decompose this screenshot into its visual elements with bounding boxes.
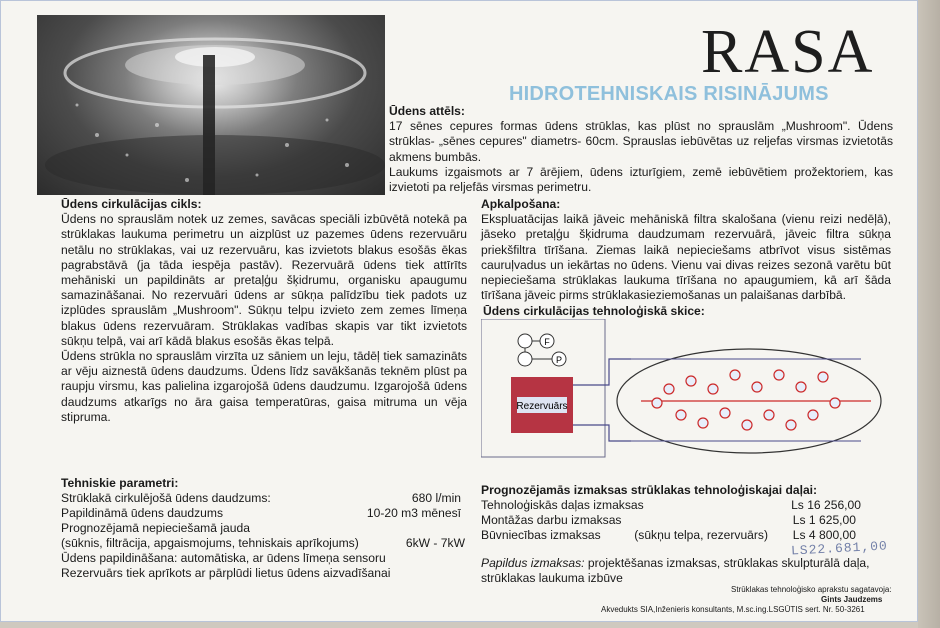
water-image-section: [389, 104, 893, 195]
nozzle-8: [818, 372, 828, 382]
cost-row-label: Montāžas darbu izmaksas: [481, 513, 622, 527]
maintenance-section: [481, 197, 891, 303]
extra-costs: [481, 556, 901, 586]
nozzle-5: [752, 382, 762, 392]
tech-row-value: 680 l/min: [411, 491, 461, 505]
tech-heading: Tehniskie parametri:: [61, 476, 179, 490]
extra-costs-label: Papildus izmaksas:: [481, 556, 585, 570]
prepared-by: Strūklakas tehnoloģisko aprakstu sagatavoja:: [731, 585, 892, 594]
cost-row-label: Būvniecības izmaksas (sūkņu telpa, rezervuārs): [481, 528, 769, 542]
pump-icon: [518, 352, 532, 366]
tagline: HIDROTEHNISKAIS RISINĀJUMS: [509, 83, 829, 105]
cost-row-value: Ls 1 625,00: [792, 513, 856, 527]
cost-row-value: Ls 16 256,00: [791, 498, 861, 512]
fountain-photo: [37, 15, 385, 195]
nozzle-14: [786, 420, 796, 430]
nozzle-13: [764, 410, 774, 420]
filter-symbol: F: [544, 337, 550, 347]
water-image-heading: Ūdens attēls:: [389, 104, 465, 118]
diagram-heading: Ūdens cirkulācijas tehnoloģiskā skice:: [483, 304, 705, 318]
nozzle-4: [730, 370, 740, 380]
circulation-paragraph-2: Ūdens strūkla no sprauslām virzīta uz sāniem un leju, tādēļ tiek samazināts ar vēju aiznestā ūdens daudzums. Ūdens līdz savākšanās teknēm plūst pa raupju virsmu, kas palielina izgarojošā ūdens daudzumu. Izgarojošā ūdens daudzums atkarīgs no āra gaisa temperatūras, gaisa mitruma un vēja stipruma.: [61, 349, 467, 424]
tech-row-label: (sūknis, filtrācija, apgaismojums, tehniskais aprīkojums): [61, 536, 359, 550]
nozzle-6: [774, 370, 784, 380]
nozzle-10: [698, 418, 708, 428]
tech-note: Ūdens papildināšana: automātiska, ar ūdens līmeņa sensoru: [61, 551, 386, 565]
nozzle-15: [808, 410, 818, 420]
circulation-heading: Ūdens cirkulācijas cikls:: [61, 197, 202, 211]
water-image-paragraph-2: Laukums izgaismots ar 7 ārējiem, ūdens izturīgiem, zemē iebūvētiem prožektoriem, kas izvietoti pa reljefās virsmas perimetru.: [389, 164, 893, 195]
circulation-diagram: [481, 319, 891, 459]
tech-row-label: Strūklakā cirkulējošā ūdens daudzums:: [61, 491, 271, 505]
paper-edge-shadow: [918, 0, 940, 628]
nozzle-group: [652, 370, 840, 430]
tech-note: Rezervuārs tiek aprīkots ar pārplūdi lietus ūdens aizvadīšanai: [61, 566, 391, 580]
nozzle-1: [664, 384, 674, 394]
nozzle-9: [676, 410, 686, 420]
extra-costs-text: projektēšanas izmaksas, strūklakas skulpturālā daļa, strūklakas laukuma izbūve: [481, 556, 870, 586]
reservoir-label: Rezervuārs: [516, 401, 568, 412]
cost-row-label: Tehnoloģiskās daļas izmaksas: [481, 498, 644, 512]
tech-row-label: Papildināmā ūdens daudzums: [61, 506, 224, 520]
fountain-photo-art: [37, 15, 385, 195]
nozzle-2: [686, 376, 696, 386]
tech-row-value: 10-20 m3 mēnesī: [366, 506, 461, 520]
maintenance-text: Ekspluatācijas laikā jāveic mehāniskā filtra skalošana (vienu reizi nedēļā), jāseko pretaļģu šķidruma daudzumam rezervuārā, jāveic filtra sūkņa priekšfiltra tīrīšana. Ziemas laikā nepieciešams atbrīvot visus sistēmas cauruļvadus un iekārtas no ūdens. Vienu vai divas reizes sezonā varētu būt nepieciešama strūklakas laukuma tīrīšana no apaugumiem, kā arī šāda tīrīšana jāveic pirms strūklakasieziemošanas un palaišanas darbībā.: [481, 212, 891, 303]
tech-row-value: 6kW - 7kW: [405, 536, 465, 550]
water-image-paragraph-1: 17 sēnes cepures formas ūdens strūklas, kas plūst no sprauslām „Mushroom". Ūdens strūklas- „sēnes cepures" diametrs- 60cm. Sprauslas iebūvētas uz reljefas virsmas izvietotās akmens bumbās.: [389, 119, 893, 164]
nozzle-11: [720, 408, 730, 418]
circulation-section: [61, 197, 467, 425]
nozzle-16: [830, 398, 840, 408]
pump-symbol: P: [555, 355, 563, 365]
maintenance-heading: Apkalpošana:: [481, 197, 561, 211]
tech-row-label: Prognozējamā nepieciešamā jauda: [61, 521, 250, 535]
cost-row-value: Ls 4 800,00: [792, 528, 856, 542]
nozzle-17: [652, 398, 662, 408]
company-line: Akvedukts SIA,Inženieris konsultants, M.sc.ing.LSGŪTIS sert. Nr. 50-3261: [601, 605, 865, 614]
nozzle-12: [742, 420, 752, 430]
costs-heading: Prognozējamās izmaksas strūklakas tehnoloģiskajai daļai:: [481, 483, 818, 497]
circulation-paragraph-1: Ūdens no sprauslām notek uz zemes, savācas speciāli izbūvētā notekā pa strūklakas laukuma perimetru un aizplūst uz pazemes ūdens rezervuāru netālu no strūklakas, vai uz rezervuāru, kas izvietots blakus esošās ēkas pagrabstāvā (ja tāda iespēja pastāv). Rezervuārā ūdens tiek attīrīts mehāniski un papildināts ar pretaļģu šķidrumu, organisku apaugumu samazināšanai. No rezervuāri ūdens ar sūkņa palīdzību tiek padots uz izplūdes sprauslām „Mushroom". Sūkņu telpu izvieto zem zemes līmeņa blakus ūdens rezervuāram. Strūklakas vadības skapis var tikt izvietots sūkņu telpā, vai arī kādā blakus esošās ēkas telpā.: [61, 212, 467, 348]
pressure-gauge-icon: [518, 334, 532, 348]
nozzle-3: [708, 384, 718, 394]
nozzle-7: [796, 382, 806, 392]
handwritten-total: LS22.681,00: [790, 538, 889, 559]
author-name: Gints Jaudzems: [821, 595, 883, 604]
rasa-logo: RASA: [701, 18, 875, 86]
